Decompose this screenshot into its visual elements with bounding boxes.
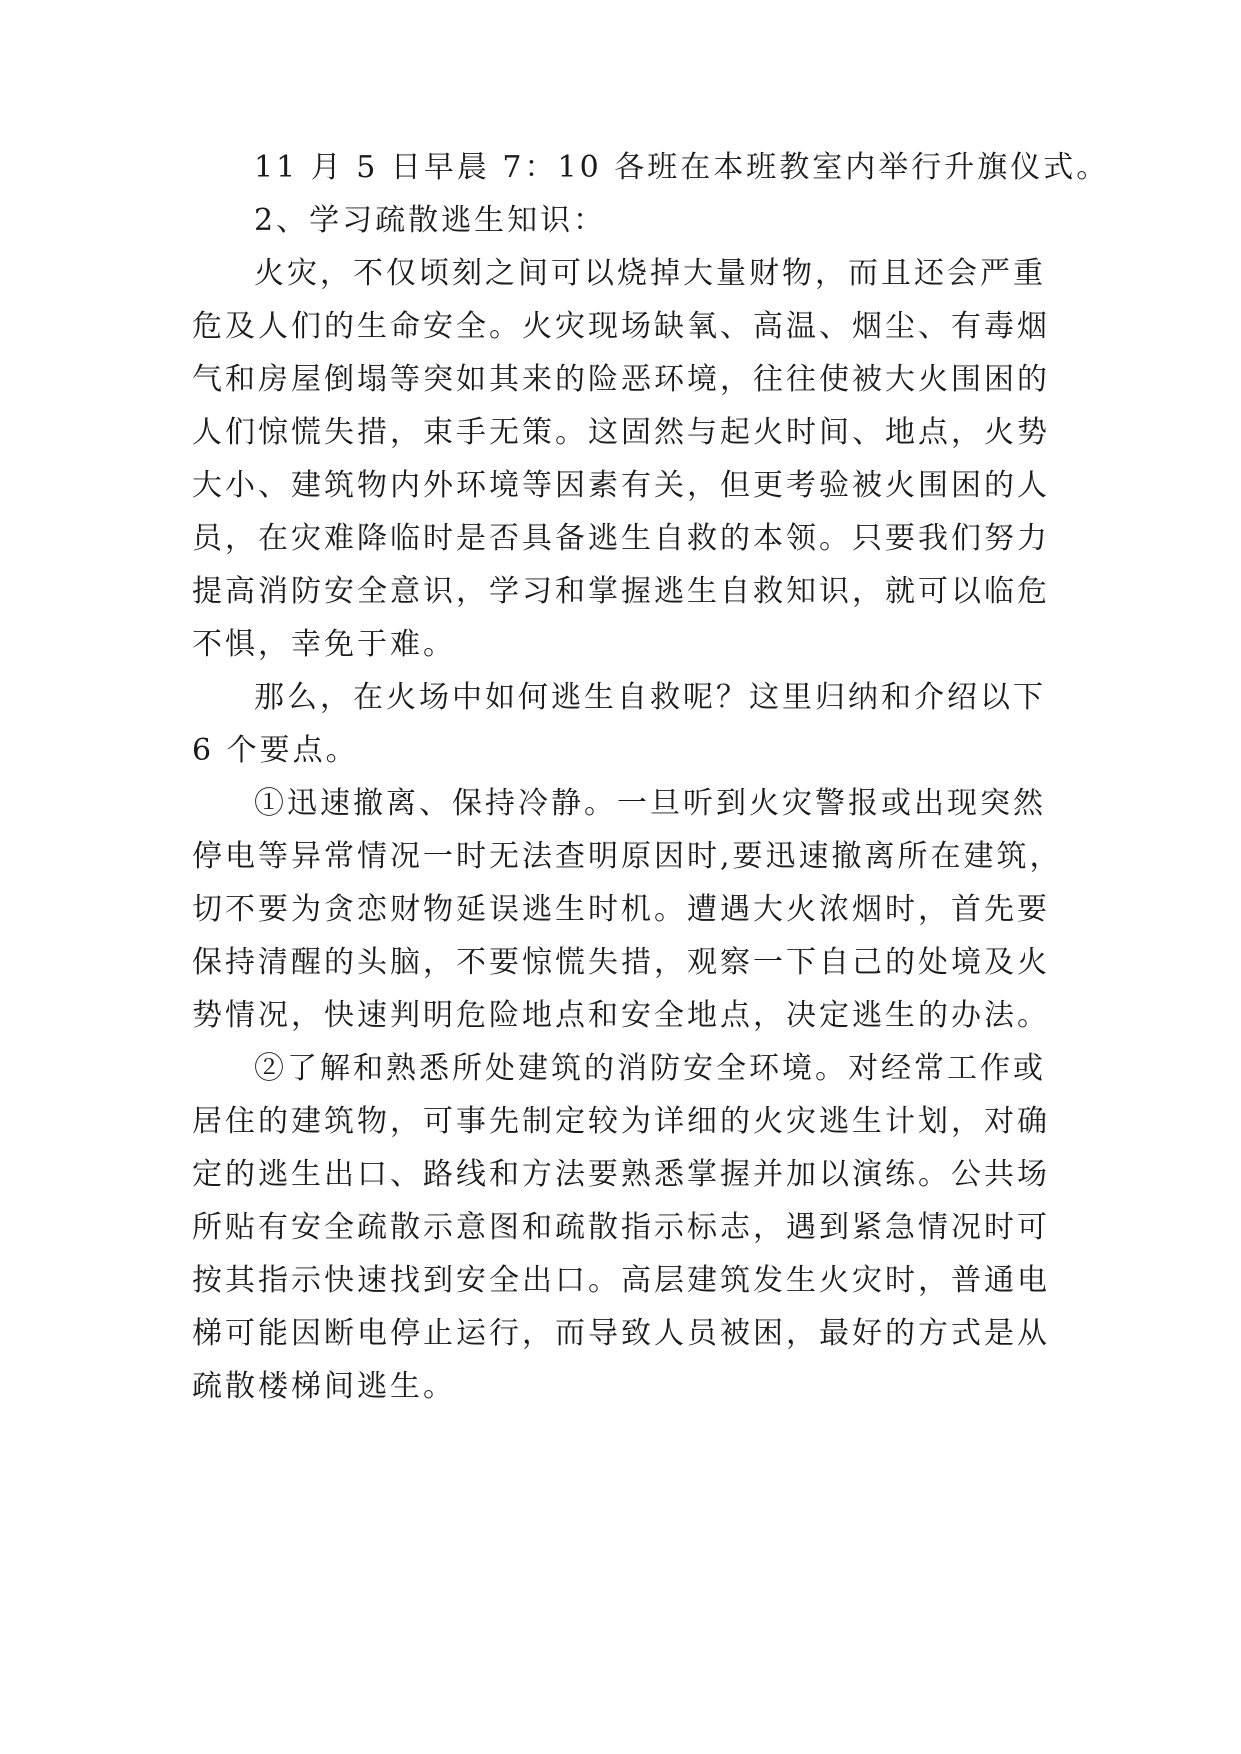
text-line: 疏散楼梯间逃生。: [192, 1369, 456, 1404]
text-line: 气和房屋倒塌等突如其来的险恶环境，往往使被大火围困的: [192, 362, 1050, 397]
text-line: 所贴有安全疏散示意图和疏散指示标志，遇到紧急情况时可: [192, 1210, 1050, 1245]
text-line: 危及人们的生命安全。火灾现场缺氧、高温、烟尘、有毒烟: [192, 309, 1050, 344]
text-line: 居住的建筑物，可事先制定较为详细的火灾逃生计划，对确: [192, 1104, 1050, 1139]
text-line: 切不要为贪恋财物延误逃生时机。遭遇大火浓烟时，首先要: [192, 892, 1050, 927]
text-line: 梯可能因断电停止运行，而导致人员被困，最好的方式是从: [192, 1316, 1050, 1351]
text-line: 提高消防安全意识，学习和掌握逃生自救知识，就可以临危: [192, 574, 1050, 609]
text-line: 势情况，快速判明危险地点和安全地点，决定逃生的办法。: [192, 998, 1050, 1033]
text-line: 11 月 5 日早晨 7：10 各班在本班教室内举行升旗仪式。: [254, 150, 1110, 185]
text-line: 6 个要点。: [192, 733, 359, 768]
text-line: 停电等异常情况一时无法查明原因时,要迅速撤离所在建筑，: [192, 839, 1063, 874]
section-heading: 2、学习疏散逃生知识：: [254, 203, 607, 238]
text-line: 定的逃生出口、路线和方法要熟悉掌握并加以演练。公共场: [192, 1157, 1050, 1192]
text-line: 按其指示快速找到安全出口。高层建筑发生火灾时，普通电: [192, 1263, 1050, 1298]
text-line: 不惧，幸免于难。: [192, 627, 456, 662]
text-line: 人们惊慌失措，束手无策。这固然与起火时间、地点，火势: [192, 415, 1050, 450]
text-line: ①迅速撤离、保持冷静。一旦听到火灾警报或出现突然: [254, 786, 1046, 821]
text-line: 那么，在火场中如何逃生自救呢？这里归纳和介绍以下: [254, 680, 1046, 715]
text-line: 大小、建筑物内外环境等因素有关，但更考验被火围困的人: [192, 468, 1050, 503]
text-line: ②了解和熟悉所处建筑的消防安全环境。对经常工作或: [254, 1051, 1046, 1086]
text-line: 员，在灾难降临时是否具备逃生自救的本领。只要我们努力: [192, 521, 1050, 556]
text-line: 火灾，不仅顷刻之间可以烧掉大量财物，而且还会严重: [254, 256, 1046, 291]
text-line: 保持清醒的头脑，不要惊慌失措，观察一下自己的处境及火: [192, 945, 1050, 980]
